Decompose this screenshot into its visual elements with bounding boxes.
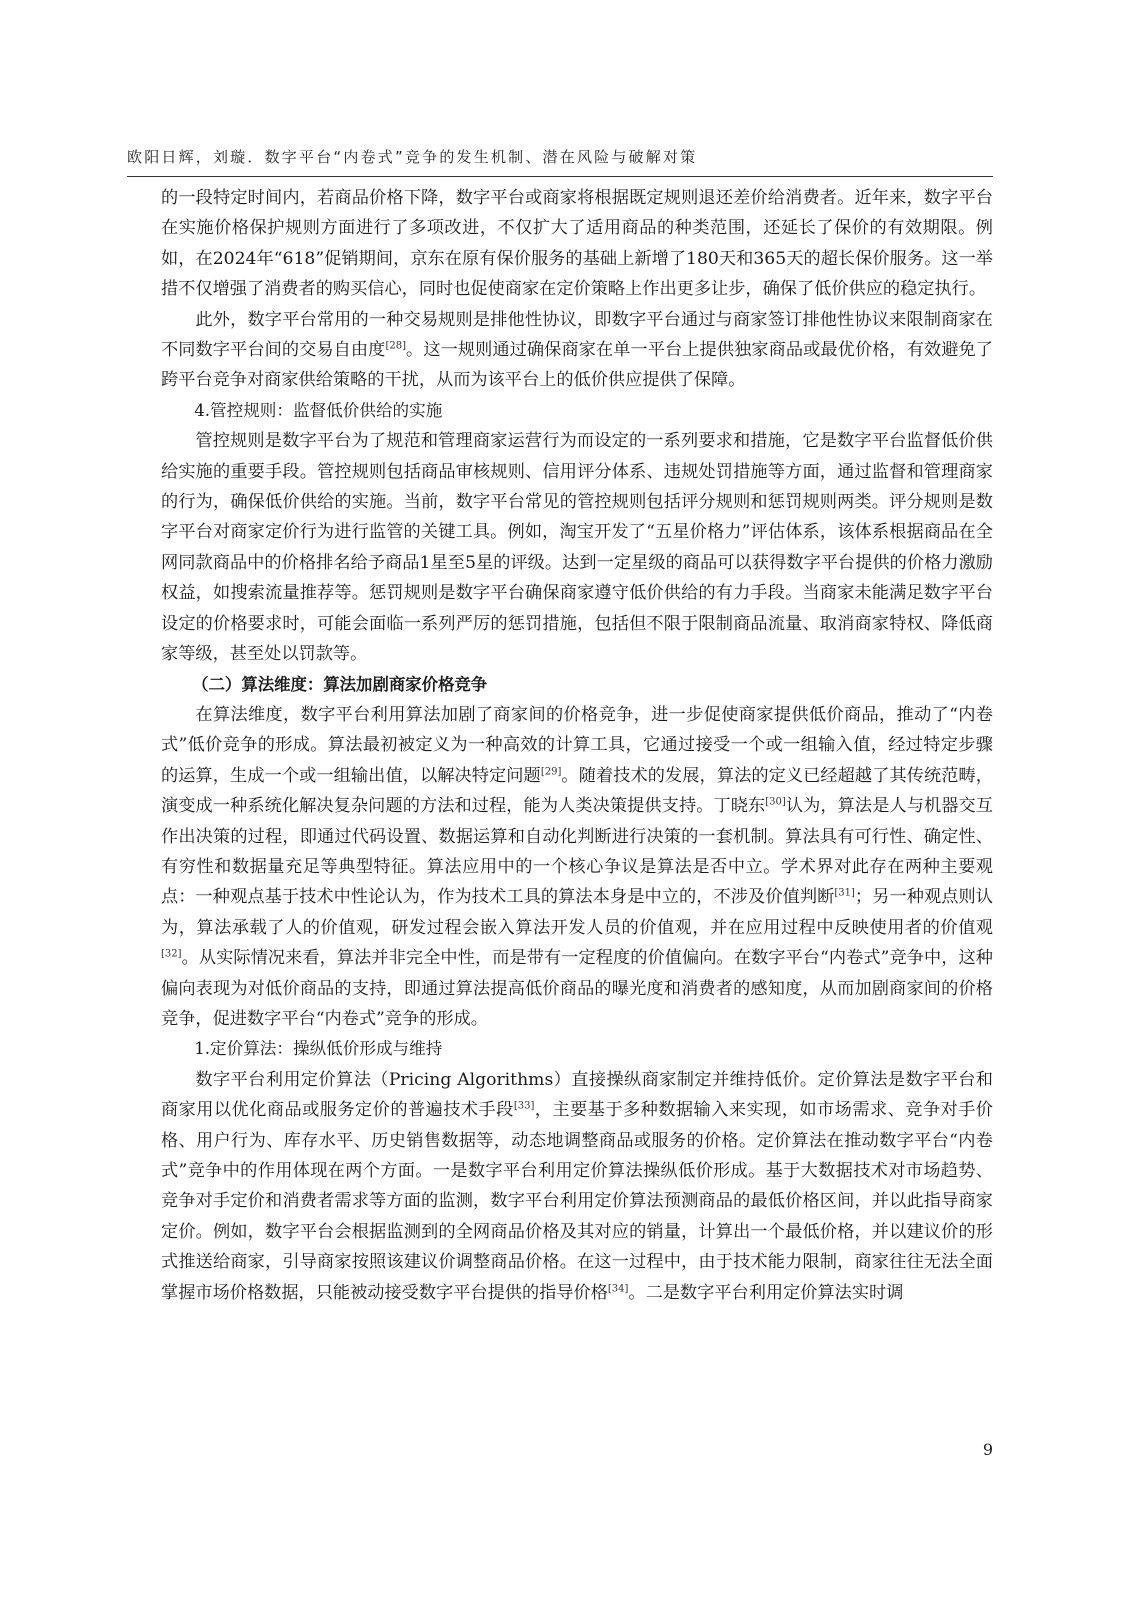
paragraph-text: 。从实际情况来看，算法并非完全中性，而是带有一定程度的价值偏向。在数字平台“内卷式”竞争中，这种偏向表现为对低价商品的支持，即通过算法提高低价商品的曝光度和消费者的感知度，从而加剧商家间的价格竞争，促进数字平台“内卷式”竞争的形成。 <box>161 948 993 1029</box>
citation-ref: [30] <box>765 796 786 808</box>
article-body <box>161 183 993 1308</box>
paragraph-text: 。二是数字平台利用定价算法实时调 <box>628 1282 904 1303</box>
paragraph-text: 认为，算法是人与机器交互作出决策的过程，即通过代码设置、数据运算和自动化判断进行决策的一套机制。算法具有可行性、确定性、有穷性和数据量充足等典型特征。算法应用中的一个核心争议是算法是否中立。学术界对此存在两种主要观点：一种观点基于技术中性论认为，作为技术工具的算法本身是中立的，不涉及价值判断 <box>161 796 993 908</box>
paragraph-text: 1.定价算法：操纵低价形成与维持 <box>194 1039 443 1059</box>
header-rule <box>127 176 993 177</box>
section-heading <box>161 670 993 700</box>
body-paragraph <box>161 426 993 669</box>
paragraph-text: 管控规则是数字平台为了规范和管理商家运营行为而设定的一系列要求和措施，它是数字平台监督低价供给实施的重要手段。管控规则包括商品审核规则、信用评分体系、违规处罚措施等方面，通过监督和管理商家的行为，确保低价供给的实施。当前，数字平台常见的管控规则包括评分规则和惩罚规则两类。评分规则是数字平台对商家定价行为进行监管的关键工具。例如，淘宝开发了“五星价格力”评估体系，该体系根据商品在全网同款商品中的价格排名给予商品1星至5星的评级。达到一定星级的商品可以获得数字平台提供的价格力激励权益，如搜索流量推荐等。惩罚规则是数字平台确保商家遵守低价供给的有力手段。当商家未能满足数字平台设定的价格要求时，可能会面临一系列严厉的惩罚措施，包括但不限于限制商品流量、取消商家特权、降低商家等级，甚至处以罚款等。 <box>161 431 993 665</box>
citation-ref: [28] <box>385 340 406 352</box>
body-paragraph <box>161 183 993 305</box>
paragraph-text: ，主要基于多种数据输入来实现，如市场需求、竞争对手价格、用户行为、库存水平、历史销售数据等，动态地调整商品或服务的价格。定价算法在推动数字平台“内卷式”竞争中的作用体现在两个方面。一是数字平台利用定价算法操纵低价形成。基于大数据技术对市场趋势、竞争对手定价和消费者需求等方面的监测，数字平台利用定价算法预测商品的最低价格区间，并以此指导商家定价。例如，数字平台会根据监测到的全网商品价格及其对应的销量，计算出一个最低价格，并以建议价的形式推送给商家，引导商家按照该建议价调整商品价格。在这一过程中，由于技术能力限制，商家往往无法全面掌握市场价格数据，只能被动接受数字平台提供的指导价格 <box>161 1100 993 1303</box>
subsection-heading <box>161 1034 993 1064</box>
citation-ref: [29] <box>540 765 562 777</box>
citation-ref: [34] <box>607 1282 629 1294</box>
running-header: 欧阳日辉，刘璇．数字平台“内卷式”竞争的发生机制、潜在风险与破解对策 <box>127 148 698 166</box>
paragraph-text: 的一段特定时间内，若商品价格下降，数字平台或商家将根据既定规则退还差价给消费者。近年来，数字平台在实施价格保护规则方面进行了多项改进，不仅扩大了适用商品的种类范围，还延长了保价的有效期限。例如，在2024年“618”促销期间，京东在原有保价服务的基础上新增了180天和365天的超长保价服务。这一举措不仅增强了消费者的购买信心，同时也促使商家在定价策略上作出更多让步，确保了低价供应的稳定执行。 <box>161 188 993 300</box>
paragraph-text: 在算法维度，数字平台利用算法加剧了商家间的价格竞争，进一步促使商家提供低价商品，推动了“内卷式”低价竞争的形成。算法最初被定义为一种高效的计算工具，它通过接受一个或一组输入值，经过特定步骤的运算，生成一个或一组输出值，以解决特定问题 <box>161 704 993 786</box>
body-paragraph <box>161 1065 993 1308</box>
paragraph-text: 。随着技术的发展，算法的定义已经超越了其传统范畴，演变成一种系统化解决复杂问题的方法和过程，能为人类决策提供支持。丁晓东 <box>161 765 993 817</box>
body-paragraph <box>161 305 993 396</box>
paragraph-text: ；另一种观点则认为，算法承载了人的价值观，研发过程会嵌入算法开发人员的价值观，并在应用过程中反映使用者的价值观 <box>161 887 993 938</box>
citation-ref: [31] <box>834 887 855 899</box>
citation-ref: [33] <box>513 1100 535 1112</box>
paragraph-text: 数字平台利用定价算法（Pricing Algorithms）直接操纵商家制定并维持低价。定价算法是数字平台和商家用以优化商品或服务定价的普遍技术手段 <box>161 1069 993 1121</box>
paragraph-text: 。这一规则通过确保商家在单一平台上提供独家商品或最优价格，有效避免了跨平台竞争对商家供给策略的干扰，从而为该平台上的低价供应提供了保障。 <box>161 340 993 391</box>
paragraph-text: 4.管控规则：监督低价供给的实施 <box>194 400 443 420</box>
body-paragraph <box>161 700 993 1034</box>
page-number: 9 <box>982 1440 993 1459</box>
citation-ref: [32] <box>161 948 182 960</box>
paragraph-text: 此外，数字平台常用的一种交易规则是排他性协议，即数字平台通过与商家签订排他性协议来限制商家在不同数字平台间的交易自由度 <box>161 309 993 361</box>
paragraph-text: （二）算法维度：算法加剧商家价格竞争 <box>192 674 488 694</box>
subsection-heading <box>161 396 993 426</box>
